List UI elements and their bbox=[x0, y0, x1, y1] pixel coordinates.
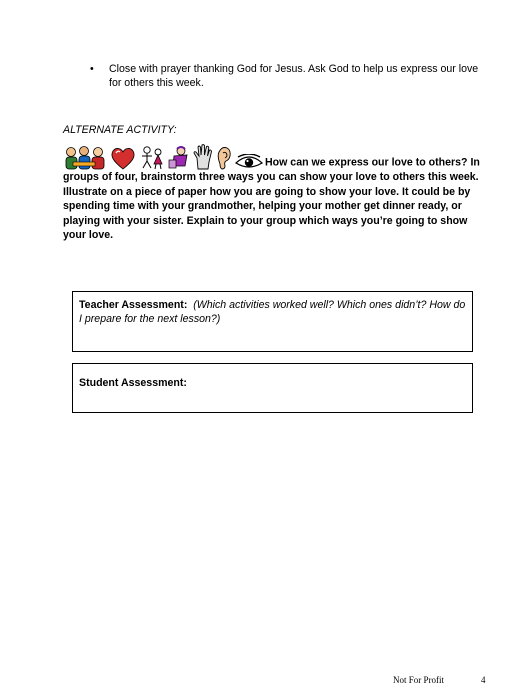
hand-icon bbox=[193, 144, 213, 170]
figures-icon bbox=[139, 146, 165, 170]
group-icon bbox=[63, 146, 107, 170]
alternate-activity-heading: ALTERNATE ACTIVITY: bbox=[63, 124, 177, 136]
page-number: 4 bbox=[481, 675, 486, 685]
heart-icon bbox=[110, 147, 136, 170]
doll-icon bbox=[168, 146, 190, 170]
footer-text: Not For Profit bbox=[393, 675, 445, 685]
student-assessment-box[interactable] bbox=[72, 363, 473, 413]
closing-bullet bbox=[90, 62, 490, 90]
closing-bullet-text: Close with prayer thanking God for Jesus. Ask God to help us express our love for others this week. bbox=[109, 63, 479, 89]
student-assessment-label: Student Assessment: bbox=[79, 377, 187, 389]
teacher-assessment-prompt: (Which activities worked well? Which ones didn’t? How do I prepare for the next lesson?) bbox=[79, 299, 466, 325]
bullet-marker: • bbox=[90, 63, 94, 75]
senses-icon-row bbox=[63, 144, 263, 170]
ear-icon bbox=[216, 146, 232, 170]
alternate-activity-block bbox=[63, 144, 493, 243]
teacher-assessment-box[interactable] bbox=[72, 291, 473, 352]
alternate-activity-text: How can we express our love to others? In groups of four, brainstorm three ways you can show your love to others this week. Illustrate on a piece of paper how you are going to show your love. It could be by spending time with your grandmother, helping your mother get dinner ready, or playing with your sister. Explain to your group which ways you’re going to show your love. bbox=[63, 156, 480, 241]
eye-icon bbox=[235, 154, 263, 170]
teacher-assessment-label: Teacher Assessment: bbox=[79, 299, 188, 311]
